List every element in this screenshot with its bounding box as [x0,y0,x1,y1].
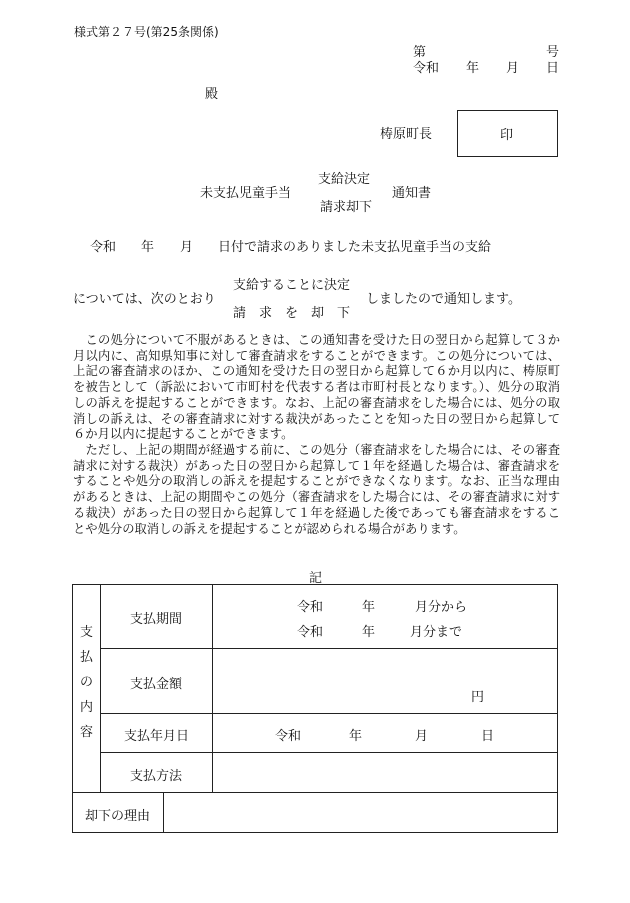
intro-year: 年 [141,240,155,255]
title-option-approve: 支給決定 [318,172,371,187]
payment-date-era: 令和 [275,729,302,744]
payment-date-year: 年 [349,729,363,744]
appeal-notice-paragraph: この処分について不服があるときは、この通知書を受けた日の翌日から起算して３か月以内に、高知県知事に対して審査請求をすることができます。この処分については、上記の審査請求のほか、この通知を受けた日の翌日から起算して６か月以内に、梼原町を被告として（訴訟において市町村を代表する者は市町村長となります。）、処分の取消しの訴えを提起することができます。なお、上記の審査請求をした場合には、処分の取消しの訴えは、その審査請求に対する裁決があったことを知った日の翌日から起算して６か月以内に提起することができます。 [73,333,560,442]
period-to-year: 年 [362,625,376,640]
payment-date-day: 日 [481,729,495,744]
period-to-month: 月分まで [410,625,463,640]
payment-date-month: 月 [415,729,429,744]
title-suffix: 通知書 [392,186,432,201]
side-label-char: 内 [80,700,94,715]
seal-box [457,110,558,157]
period-label: 支払期間 [130,612,183,627]
side-label-char: 払 [80,650,94,665]
period-from-year: 年 [362,600,376,615]
decision-suffix: しましたので通知します。 [366,292,521,307]
ki-heading: 記 [309,571,323,586]
form-number: 様式第２７号(第25条関係) [74,25,219,39]
period-to-era: 令和 [297,625,324,640]
seal-mark: 印 [500,128,514,143]
deadline-notice-paragraph: ただし、上記の期間が経過する前に、この処分（審査請求をした場合には、その審査請求に対する裁決）があった日の翌日から起算して１年を経過した場合は、審査請求をすることや処分の取消しの訴えを提起することができなくなります。なお、正当な理由があるときは、上記の期間やこの処分（審査請求をした場合には、その審査請求に対する裁決）があった日の翌日から起算して１年を経過した後であっても審査請求をすることや処分の取消しの訴えを提起することが認められる場合があります。 [73,443,560,536]
payment-method-label: 支払方法 [130,769,183,784]
period-from-era: 令和 [297,600,324,615]
side-label-char: の [80,675,94,690]
doc-number-suffix: 号 [546,45,560,60]
decision-option-reject: 請 求 を 却 下 [233,306,351,321]
date-month: 月 [506,61,520,76]
payment-date-label: 支払年月日 [124,729,190,744]
intro-era: 令和 [90,240,117,255]
rejection-reason-label: 却下の理由 [85,809,151,824]
decision-option-approve: 支給することに決定 [233,278,351,293]
title-option-reject: 請求却下 [320,200,373,215]
date-day: 日 [546,61,560,76]
doc-number-prefix: 第 [413,45,427,60]
amount-label: 支払金額 [130,677,183,692]
side-label-char: 支 [80,625,94,640]
side-label-char: 容 [80,725,94,740]
decision-prefix: については、次のとおり [73,292,216,307]
date-era: 令和 [413,61,440,76]
date-year: 年 [466,61,480,76]
period-from-month: 月分から [415,600,468,615]
intro-text: 日付で請求のありました未支払児童手当の支給 [218,240,492,255]
intro-month: 月 [180,240,194,255]
issuer-name: 梼原町長 [380,127,433,142]
amount-unit: 円 [471,690,485,705]
addressee-suffix: 殿 [205,87,219,102]
title-subject: 未支払児童手当 [200,186,292,201]
